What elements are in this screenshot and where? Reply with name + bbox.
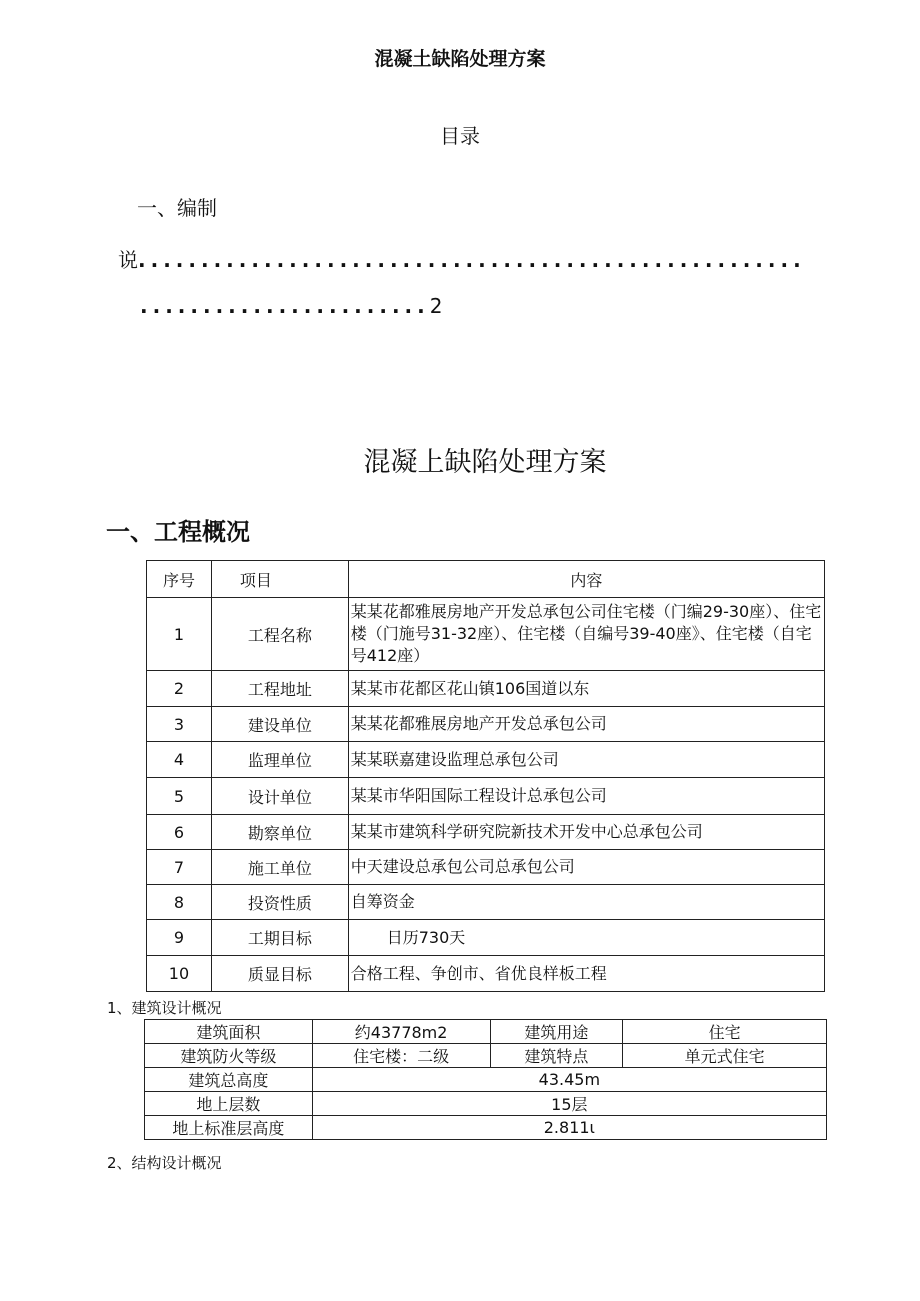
row-content: 某某市花都区花山镇106国道以东 <box>348 671 824 707</box>
row-number: 9 <box>147 920 212 956</box>
value-cell: 住宅 <box>623 1020 827 1044</box>
row-content: 某某联嘉建设监理总承包公司 <box>348 742 824 778</box>
row-number: 1 <box>147 598 212 671</box>
row-item: 投资性质 <box>211 885 348 920</box>
row-item: 勘察单位 <box>211 815 348 850</box>
table-row <box>147 742 825 778</box>
label-cell: 建筑特点 <box>490 1044 623 1068</box>
row-item: 施工单位 <box>211 850 348 885</box>
table-row <box>145 1020 827 1044</box>
row-content: 某某花都雅展房地产开发总承包公司 <box>348 707 824 742</box>
row-item: 质显目标 <box>211 956 348 992</box>
table-row <box>145 1092 827 1116</box>
table-row <box>147 598 825 671</box>
document-header: 混凝土缺陷处理方案 <box>374 48 546 70</box>
row-number: 8 <box>147 885 212 920</box>
toc-entry-line-2 <box>140 294 442 318</box>
table-row <box>147 956 825 992</box>
value-cell: 约43778m2 <box>312 1020 490 1044</box>
label-cell: 建筑面积 <box>145 1020 313 1044</box>
table-row <box>147 707 825 742</box>
building-design-table <box>144 1019 827 1140</box>
row-number: 4 <box>147 742 212 778</box>
toc-page-number: 2 <box>429 294 443 318</box>
header-cell: 项目 <box>211 561 348 598</box>
subsection-heading: 1、建筑设计概况 <box>107 999 222 1017</box>
row-item: 设计单位 <box>211 778 348 815</box>
row-item: 工程地址 <box>211 671 348 707</box>
label-cell: 建筑防火等级 <box>145 1044 313 1068</box>
toc-entry-line-1 <box>118 244 806 273</box>
table-row <box>147 815 825 850</box>
project-overview-table <box>146 560 825 992</box>
row-content: 中天建设总承包公司总承包公司 <box>348 850 824 885</box>
table-row <box>147 671 825 707</box>
row-item: 工期目标 <box>211 920 348 956</box>
row-number: 5 <box>147 778 212 815</box>
toc-entry-prefix: 一、编制 <box>137 196 217 220</box>
label-cell: 建筑总高度 <box>145 1068 313 1092</box>
toc-leader-dots: ....................... <box>140 294 430 318</box>
table-row <box>147 920 825 956</box>
value-cell: 住宅楼：二级 <box>312 1044 490 1068</box>
value-cell: 2.811ι <box>312 1116 826 1140</box>
value-cell: 15层 <box>312 1092 826 1116</box>
row-content: 某某花都雅展房地产开发总承包公司住宅楼（门编29-30座）、住宅楼（门施号31-32座）、住宅楼（自编号39-40座》、住宅楼（自宅号412座） <box>348 598 824 671</box>
table-row <box>145 1044 827 1068</box>
table-row <box>147 850 825 885</box>
label-cell: 地上标准层高度 <box>145 1116 313 1140</box>
table-header-row <box>147 561 825 598</box>
table-row <box>147 885 825 920</box>
row-number: 7 <box>147 850 212 885</box>
table-row <box>145 1116 827 1140</box>
row-item: 工程名称 <box>211 598 348 671</box>
section-heading: 一、工程概况 <box>106 518 250 546</box>
row-content: 某某市华阳国际工程设计总承包公司 <box>348 778 824 815</box>
row-number: 10 <box>147 956 212 992</box>
row-content: 日历730天 <box>348 920 824 956</box>
header-cell: 序号 <box>147 561 212 598</box>
table-row <box>145 1068 827 1092</box>
row-number: 3 <box>147 707 212 742</box>
row-item: 监理单位 <box>211 742 348 778</box>
row-content: 合格工程、争创市、省优良样板工程 <box>348 956 824 992</box>
label-cell: 地上层数 <box>145 1092 313 1116</box>
table-row <box>147 778 825 815</box>
main-title: 混凝上缺陷处理方案 <box>363 447 607 478</box>
subsection-heading: 2、结构设计概况 <box>107 1154 222 1172</box>
toc-entry-text: 说 <box>118 248 138 272</box>
label-cell: 建筑用途 <box>490 1020 623 1044</box>
row-number: 6 <box>147 815 212 850</box>
value-cell: 单元式住宅 <box>623 1044 827 1068</box>
row-content: 自筹资金 <box>348 885 824 920</box>
toc-title: 目录 <box>440 124 480 148</box>
row-item: 建设单位 <box>211 707 348 742</box>
row-content: 某某市建筑科学研究院新技术开发中心总承包公司 <box>348 815 824 850</box>
header-cell: 内容 <box>348 561 824 598</box>
row-number: 2 <box>147 671 212 707</box>
value-cell: 43.45m <box>312 1068 826 1092</box>
toc-leader-dots: ..................................................... <box>138 248 806 272</box>
